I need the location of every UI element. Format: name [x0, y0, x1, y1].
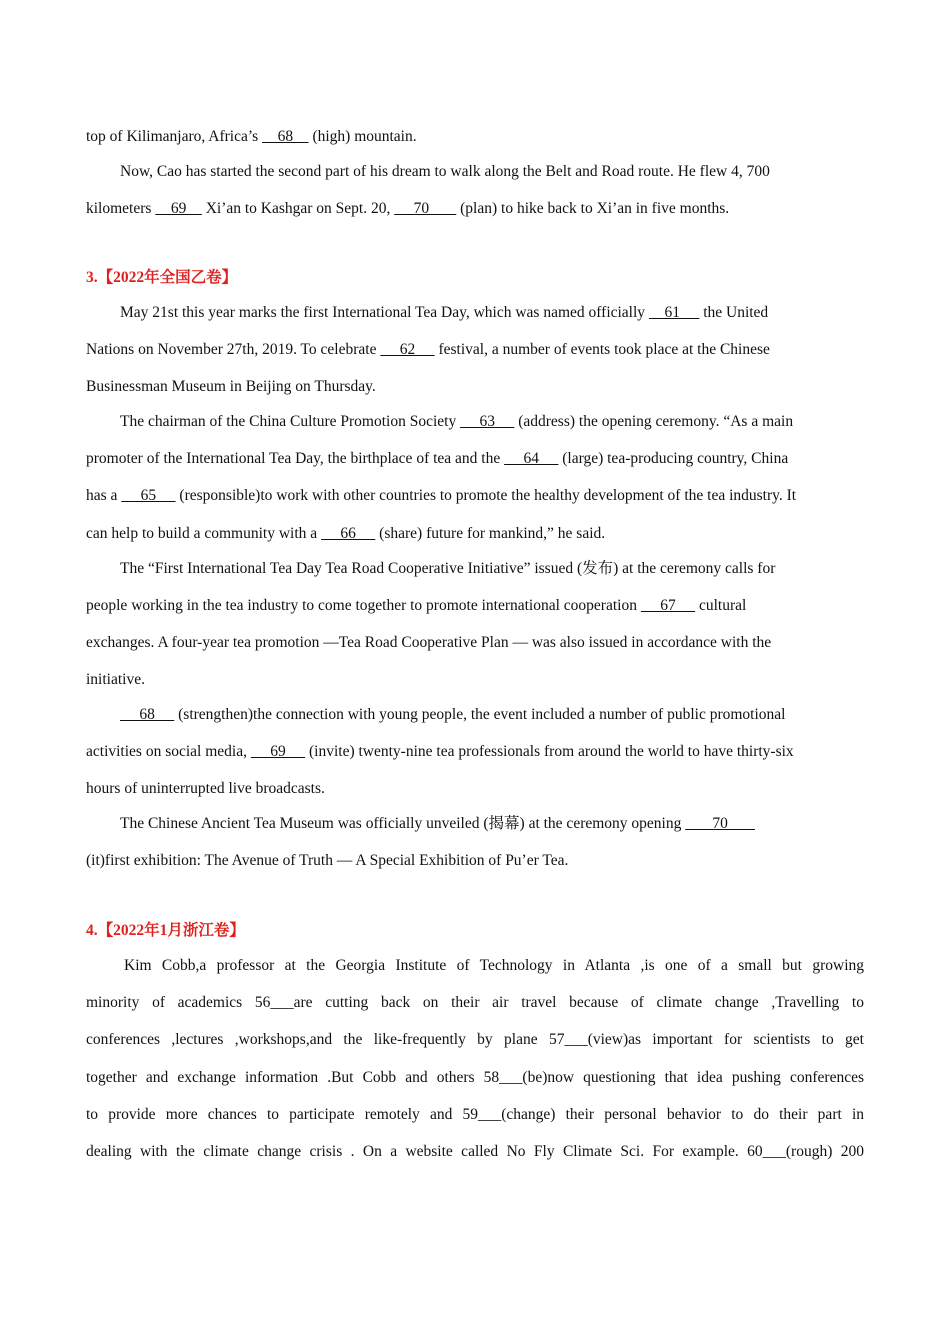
blank-68-a: 68: [262, 128, 309, 145]
text-line: The Chinese Ancient Tea Museum was officially unveiled (揭幕) at the ceremony opening 70: [120, 815, 755, 832]
text-line: Kim Cobb,a professor at the Georgia Institute of Technology in Atlanta ,is one of a small but growing: [124, 957, 864, 974]
text-line: kilometers 69 Xi’an to Kashgar on Sept. 20, 70 (plan) to hike back to Xi’an in five months.: [86, 200, 730, 217]
text-line: promoter of the International Tea Day, the birthplace of tea and the 64 (large) tea-producing country, China: [86, 450, 789, 467]
text-line: dealing with the climate change crisis . On a website called No Fly Climate Sci. For example. 60___(rough) 200: [86, 1143, 864, 1160]
blank-70-b: 70: [685, 815, 755, 832]
blank-69-a: 69: [155, 200, 202, 217]
blank-68-b: 68: [120, 706, 175, 723]
blank-61: 61: [648, 304, 700, 321]
text-line: (it)first exhibition: The Avenue of Truth — A Special Exhibition of Pu’er Tea.: [86, 852, 569, 869]
blank-62: 62: [380, 341, 435, 358]
section-heading-3: 3.【2022年全国乙卷】: [86, 269, 238, 286]
text-line: exchanges. A four-year tea promotion —Tea Road Cooperative Plan — was also issued in accordance with the: [86, 634, 772, 651]
blank-64: 64: [504, 450, 559, 467]
text-line: hours of uninterrupted live broadcasts.: [86, 780, 325, 797]
text-line: together and exchange information .But Cobb and others 58___(be)now questioning that idea pushing conferences: [86, 1069, 864, 1086]
section-heading-4: 4.【2022年1月浙江卷】: [86, 922, 245, 939]
text-line: to provide more chances to participate remotely and 59___(change) their personal behavior to do their part in: [86, 1106, 864, 1123]
text-line: May 21st this year marks the first International Tea Day, which was named officially 61 the United: [120, 304, 769, 321]
blank-67: 67: [640, 597, 696, 614]
text-line: conferences ,lectures ,workshops,and the like-frequently by plane 57___(view)as important for scientists to get: [86, 1031, 864, 1048]
text-line: Nations on November 27th, 2019. To celebrate 62 festival, a number of events took place at the Chinese: [86, 341, 770, 358]
text-line: top of Kilimanjaro, Africa’s 68 (high) mountain.: [86, 128, 417, 145]
blank-66: 66: [321, 525, 376, 542]
blank-70-a: 70: [394, 200, 457, 217]
text-line: 68 (strengthen)the connection with young people, the event included a number of public promotional: [120, 706, 786, 723]
text-line: people working in the tea industry to come together to promote international cooperation 67 cultural: [86, 597, 747, 614]
text-line: The “First International Tea Day Tea Road Cooperative Initiative” issued (发布) at the ceremony calls for: [120, 560, 776, 577]
text-line: activities on social media, 69 (invite) twenty-nine tea professionals from around the world to have thirty-six: [86, 743, 794, 760]
text-line: initiative.: [86, 671, 145, 688]
text-line: The chairman of the China Culture Promotion Society 63 (address) the opening ceremony. “As a main: [120, 413, 794, 430]
text-line: has a 65 (responsible)to work with other countries to promote the healthy development of the tea industry. It: [86, 487, 797, 504]
blank-65: 65: [121, 487, 176, 504]
text-line: Businessman Museum in Beijing on Thursday.: [86, 378, 376, 395]
blank-69-b: 69: [250, 743, 306, 760]
text-line: minority of academics 56___are cutting back on their air travel because of climate change ,Travelling to: [86, 994, 864, 1011]
blank-63: 63: [460, 413, 515, 430]
text-line: can help to build a community with a 66 (share) future for mankind,” he said.: [86, 525, 606, 542]
text-line: Now, Cao has started the second part of his dream to walk along the Belt and Road route. He flew 4, 700: [120, 163, 770, 180]
